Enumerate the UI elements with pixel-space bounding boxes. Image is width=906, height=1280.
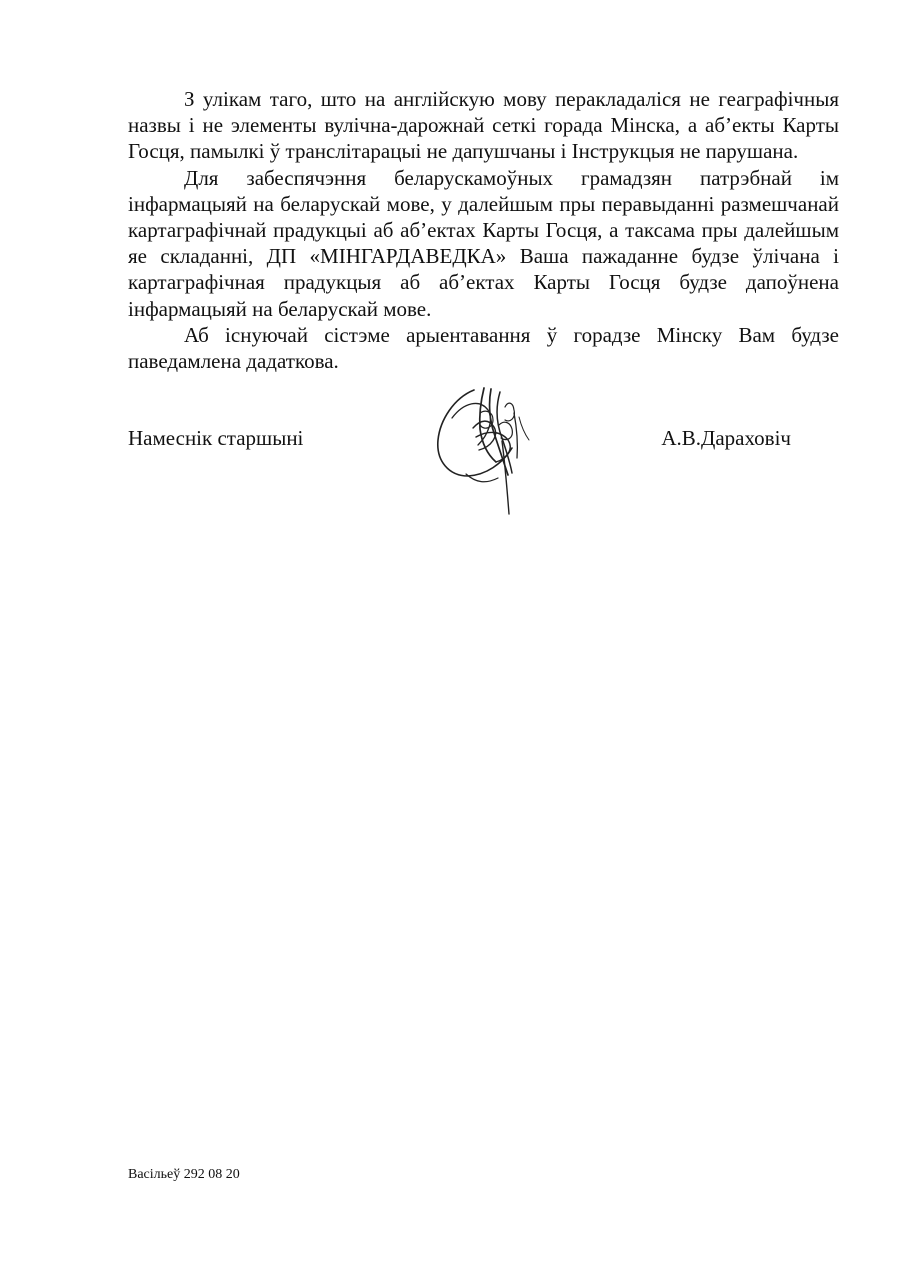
signer-title: Намеснік старшыні: [128, 426, 304, 450]
signature-block: [128, 425, 839, 455]
signer-name: А.В.Дараховіч: [661, 426, 791, 450]
paragraph-belarusian-information: Для забеспячэння беларускамоўных грамадзян патрэбнай ім інфармацыяй на беларускай мове, у далейшым пры перавыданні размешчанай картаграфічнай прадукцыі аб аб’ектах Карты Госця, а таксама пры далейшым яе складанні, ДП «МІНГАРДАВЕДКА» Ваша пажаданне будзе ўлічана і картаграфічная прадукцыя аб аб’ектах Карты Госця будзе дапоўнена інфармацыяй на беларускай мове.: [128, 165, 839, 321]
paragraph-transliteration: З улікам таго, што на англійскую мову перакладаліся не геаграфічныя назвы і не элементы вулічна-дарожнай сеткі горада Мінска, а аб’екты Карты Госця, памылкі ў транслітарацыі не дапушчаны і Інструкцыя не парушана.: [128, 87, 839, 164]
executor-contact: Васільеў 292 08 20: [128, 1167, 240, 1182]
paragraph-orientation-system: Аб існуючай сістэме арыентавання ў горадзе Мінску Вам будзе паведамлена дадаткова.: [128, 322, 839, 374]
letter-body: [128, 86, 839, 374]
